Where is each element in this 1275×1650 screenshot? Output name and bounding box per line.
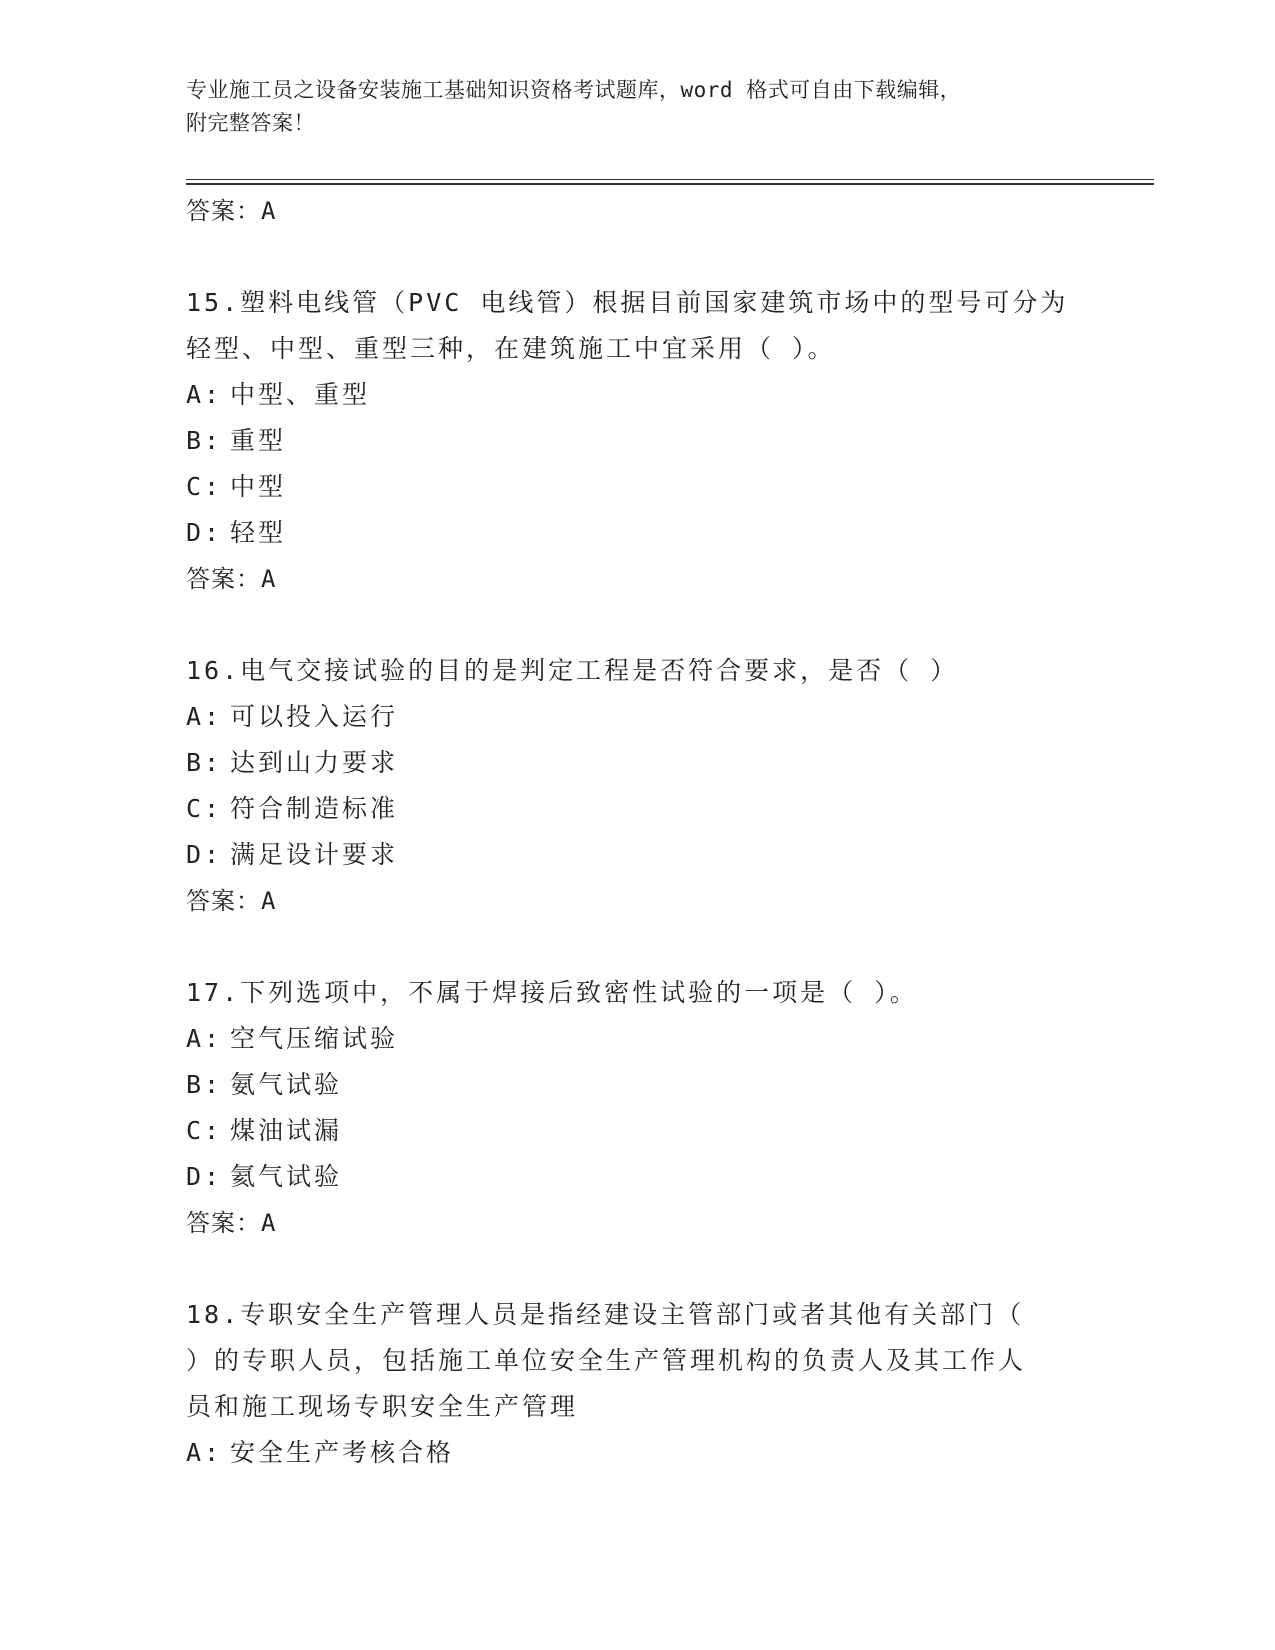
question-stem-line: ）的专职人员，包括施工单位安全生产管理机构的负责人及其工作人 bbox=[186, 1346, 1027, 1375]
answer-line: 答案：A bbox=[186, 887, 277, 915]
option-label: C: bbox=[186, 472, 223, 501]
option-text: 满足设计要求 bbox=[230, 840, 399, 869]
option-text: 安全生产考核合格 bbox=[230, 1438, 455, 1467]
option-label: B: bbox=[186, 426, 223, 455]
previous-answer: 答案：A bbox=[186, 197, 277, 225]
option-text: 轻型 bbox=[230, 518, 287, 547]
option-text: 空气压缩试验 bbox=[230, 1024, 399, 1053]
option-text: 氨气试验 bbox=[230, 1070, 343, 1099]
option-text: 可以投入运行 bbox=[230, 702, 399, 731]
option-label: A: bbox=[186, 380, 223, 409]
option-label: D: bbox=[186, 518, 223, 547]
question-17 bbox=[186, 970, 1086, 1246]
header-line-1: 专业施工员之设备安装施工基础知识资格考试题库，word 格式可自由下载编辑， bbox=[186, 78, 962, 102]
option-d bbox=[186, 832, 1086, 878]
answer-line: 答案：A bbox=[186, 1209, 277, 1237]
option-label: A: bbox=[186, 1438, 223, 1467]
question-stem-line: 员和施工现场专职安全生产管理 bbox=[186, 1392, 579, 1421]
option-label: C: bbox=[186, 794, 223, 823]
question-16 bbox=[186, 648, 1086, 924]
option-b bbox=[186, 740, 1086, 786]
option-text: 中型 bbox=[230, 472, 287, 501]
option-label: A: bbox=[186, 702, 223, 731]
option-label: B: bbox=[186, 748, 223, 777]
option-d bbox=[186, 510, 1086, 556]
option-label: A: bbox=[186, 1024, 223, 1053]
question-stem-line: 16.电气交接试验的目的是判定工程是否符合要求，是否（ ） bbox=[186, 656, 959, 685]
answer-line: 答案：A bbox=[186, 565, 277, 593]
option-label: D: bbox=[186, 840, 223, 869]
option-label: C: bbox=[186, 1116, 223, 1145]
question-stem-line: 18.专职安全生产管理人员是指经建设主管部门或者其他有关部门（ bbox=[186, 1300, 1025, 1329]
option-a bbox=[186, 694, 1086, 740]
question-stem-line: 轻型、中型、重型三种，在建筑施工中宜采用（ ）。 bbox=[186, 334, 836, 363]
option-b bbox=[186, 1062, 1086, 1108]
option-label: D: bbox=[186, 1162, 223, 1191]
option-a bbox=[186, 1016, 1086, 1062]
option-c bbox=[186, 786, 1086, 832]
option-a bbox=[186, 1430, 1086, 1476]
option-text: 中型、重型 bbox=[230, 380, 371, 409]
option-label: B: bbox=[186, 1070, 223, 1099]
header-divider-thick bbox=[186, 183, 1154, 185]
option-text: 煤油试漏 bbox=[230, 1116, 343, 1145]
option-a bbox=[186, 372, 1086, 418]
option-c bbox=[186, 464, 1086, 510]
option-text: 重型 bbox=[230, 426, 287, 455]
option-text: 符合制造标准 bbox=[230, 794, 399, 823]
question-list bbox=[186, 188, 1086, 1476]
header-line-2: 附完整答案！ bbox=[186, 111, 315, 135]
question-18 bbox=[186, 1292, 1086, 1476]
header-divider-thin bbox=[186, 179, 1154, 180]
option-c bbox=[186, 1108, 1086, 1154]
question-15 bbox=[186, 280, 1086, 602]
option-d bbox=[186, 1154, 1086, 1200]
option-b bbox=[186, 418, 1086, 464]
document-header bbox=[186, 74, 1086, 140]
option-text: 氦气试验 bbox=[230, 1162, 343, 1191]
question-stem-line: 17.下列选项中，不属于焊接后致密性试验的一项是（ ）。 bbox=[186, 978, 918, 1007]
option-text: 达到山力要求 bbox=[230, 748, 399, 777]
question-stem-line: 15.塑料电线管（PVC 电线管）根据目前国家建筑市场中的型号可分为 bbox=[186, 288, 1069, 317]
